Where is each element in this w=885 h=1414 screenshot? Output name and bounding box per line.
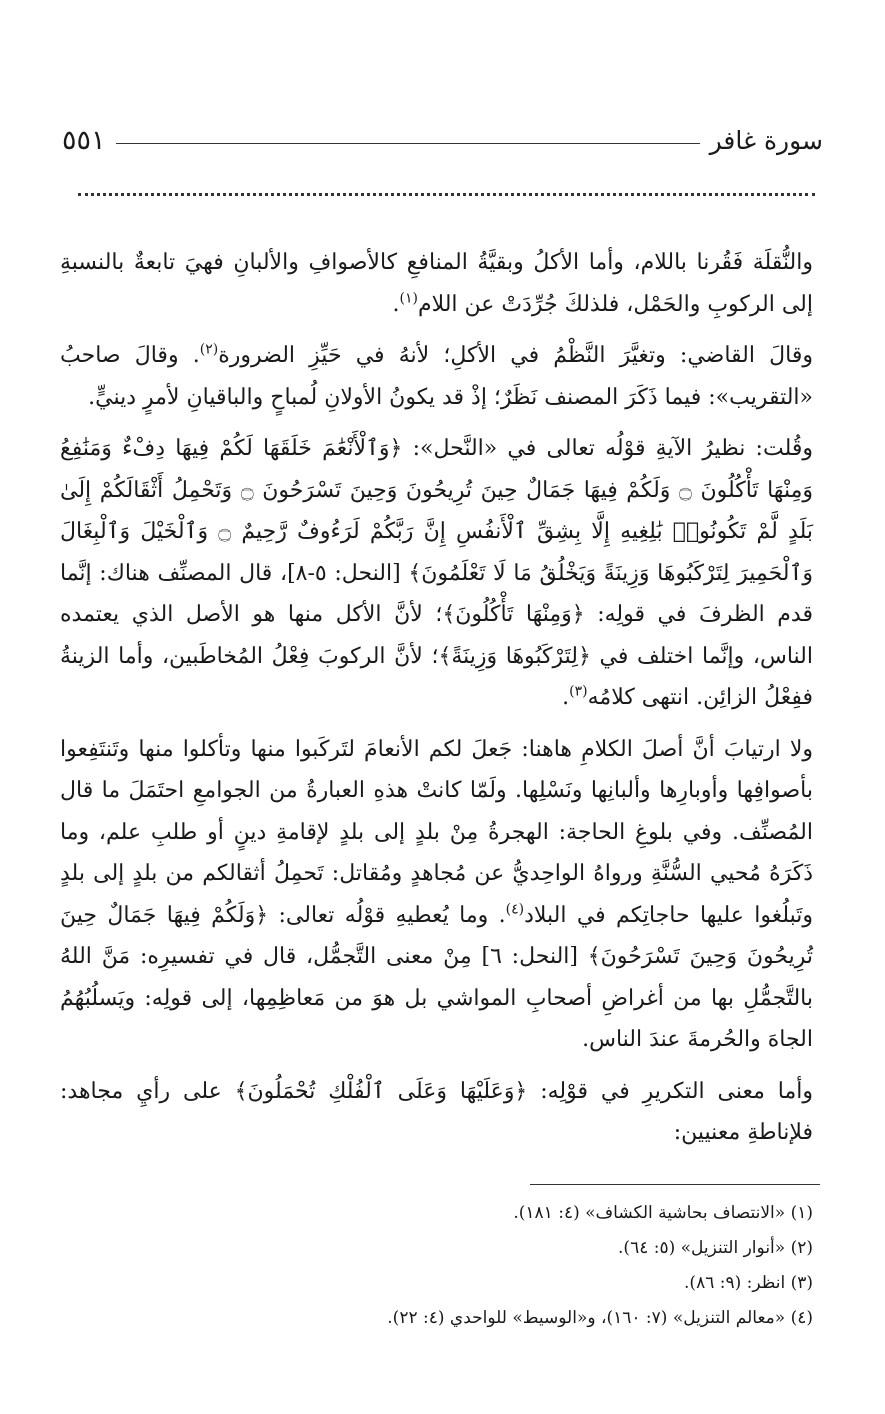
header-rule [116,143,700,144]
paragraph-text: ولا ارتيابَ أنَّ أصلَ الكلامِ هاهنا: جَعلَ لكم الأنعامَ لتَركَبوا منها وتأكلوا منها وتَنتَفِعوا بأصوافِها وأوبارِها وألبانِها ونَسْلِها. ولَمّا كانتْ هذهِ العبارةُ من الجوامعِ احتَمَلَ ما قال المُصنِّف. وفي بلوغِ الحاجة: الهجرةُ مِنْ بلدٍ إلى بلدٍ لإقامةِ دينٍ أو طلبِ علم، وما ذَكَرَهُ مُحيي السُّنَّةِ ورواهُ الواحِديُّ عن مُجاهدٍ ومُقاتل: تَحمِلُ أثقالكم من بلدٍ إلى بلدٍ وتَبلُغوا عليها حاجاتِكم في البلاد [60,736,814,928]
footnote: (٢) «أنوار التنزيل» (٥: ٦٤). [618,1238,813,1258]
footnote-marker: (٤) [505,901,525,918]
page-number: ٥٥١ [62,124,106,156]
surah-title: سورة غافر [709,125,823,155]
footnote-marker: (٣) [569,683,588,700]
paragraph-text: والنُّقلَة فَقُرنا باللام، وأما الأكلُ وبقيَّةُ المنافعِ كالأصوافِ والألبانِ فهيَ تابعةٌ بالنسبةِ إلى الركوبِ والحَمْل، فلذلكَ جُرِّدَتْ عن اللام [60,250,813,317]
paragraph [60,729,813,1061]
paragraph-text: وقالَ القاضي: وتغيَّرَ النَّظْمُ في الأكلِ؛ لأنهُ في حَيِّزِ الضرورة [218,343,813,368]
paragraph-text: . [392,291,400,317]
paragraph-text: . وقالَ صاحبُ «التقريب»: فيما ذَكَرَ المصنف نَظَرٌ؛ إذْ قد يكونُ الأولانِ لُمباحٍ والباقيانِ لأمرٍ دينيٍّ. [60,343,813,410]
footnotes [80,1196,813,1336]
page-header [62,118,823,162]
dotted-separator [78,193,815,206]
paragraph [60,335,813,418]
paragraph-text: وأما معنى التكريرِ في قوْلِه: ﴿وَعَلَيْهَا وَعَلَى ٱلْفُلْكِ تُحْمَلُونَ﴾ على رأيِ مجاهد: فلإناطةِ معنيين: [60,1078,813,1145]
footnote-separator [530,1184,820,1185]
paragraph-text: . وما يُعطيهِ قوْلُه تعالى: ﴿وَلَكُمْ فِيهَا جَمَالٌ حِينَ تُرِيحُونَ وَحِينَ تَسْرَحُونَ﴾ [النحل: ٦] مِنْ معنى التَّجمُّل، قال في تفسيرِه: مَنَّ اللهُ بالتَّجمُّلِ بها من أغراضِ أصحابِ المواشي بل هوَ من مَعاظِمِها، إلى قولِه: ويَسلُبُهُمُ الجاهَ والحُرمةَ عندَ الناس. [60,902,813,1052]
footnote-marker: (٢) [199,341,219,358]
paragraph-text: . [562,685,570,710]
footnote: (٣) انظر: (٩: ٨٦). [684,1273,813,1293]
paragraph [60,242,813,325]
footnote: (١) «الانتصاف بحاشية الكشاف» (٤: ١٨١). [513,1203,813,1223]
paragraph [60,428,813,719]
paragraph [60,1071,813,1154]
footnote: (٤) «معالم التنزيل» (٧: ١٦٠)، و«الوسيط» للواحدي (٤: ٢٢). [387,1308,813,1328]
paragraph-text: وقُلت: نظيرُ الآيةِ قوْلُه تعالى في «النَّحل»: ﴿وَٱلْأَنْعَٰمَ خَلَقَهَا لَكُمْ فِيهَا دِفْءٌ وَمَنَٰفِعُ وَمِنْهَا تَأْكُلُونَ ۝ وَلَكُمْ فِيهَا جَمَالٌ حِينَ تُرِيحُونَ وَحِينَ تَسْرَحُونَ ۝ وَتَحْمِلُ أَثْقَالَكُمْ إِلَىٰ بَلَدٍ لَّمْ تَكُونُوا۟ بَٰلِغِيهِ إِلَّا بِشِقِّ ٱلْأَنفُسِ إِنَّ رَبَّكُمْ لَرَءُوفٌ رَّحِيمٌ ۝ وَٱلْخَيْلَ وَٱلْبِغَالَ وَٱلْحَمِيرَ لِتَرْكَبُوهَا وَزِينَةً وَيَخْلُقُ مَا لَا تَعْلَمُونَ﴾ [النحل: ٥-٨]، قال المصنِّف هناك: إنَّما قدم الظرفَ في قولِه: ﴿وَمِنْهَا تَأْكُلُونَ﴾؛ لأنَّ الأكل منها هو الأصل الذي يعتمده الناس، وإنَّما اختلف في ﴿لِتَرْكَبُوهَا وَزِينَةً﴾؛ لأنَّ الركوبَ فِعْلُ المُخاطَبين، وأما الزينةُ ففِعْلُ الزائِن. انتهى كلامُه [60,436,813,710]
footnote-marker: (١) [399,290,418,307]
body-text [60,242,813,1164]
